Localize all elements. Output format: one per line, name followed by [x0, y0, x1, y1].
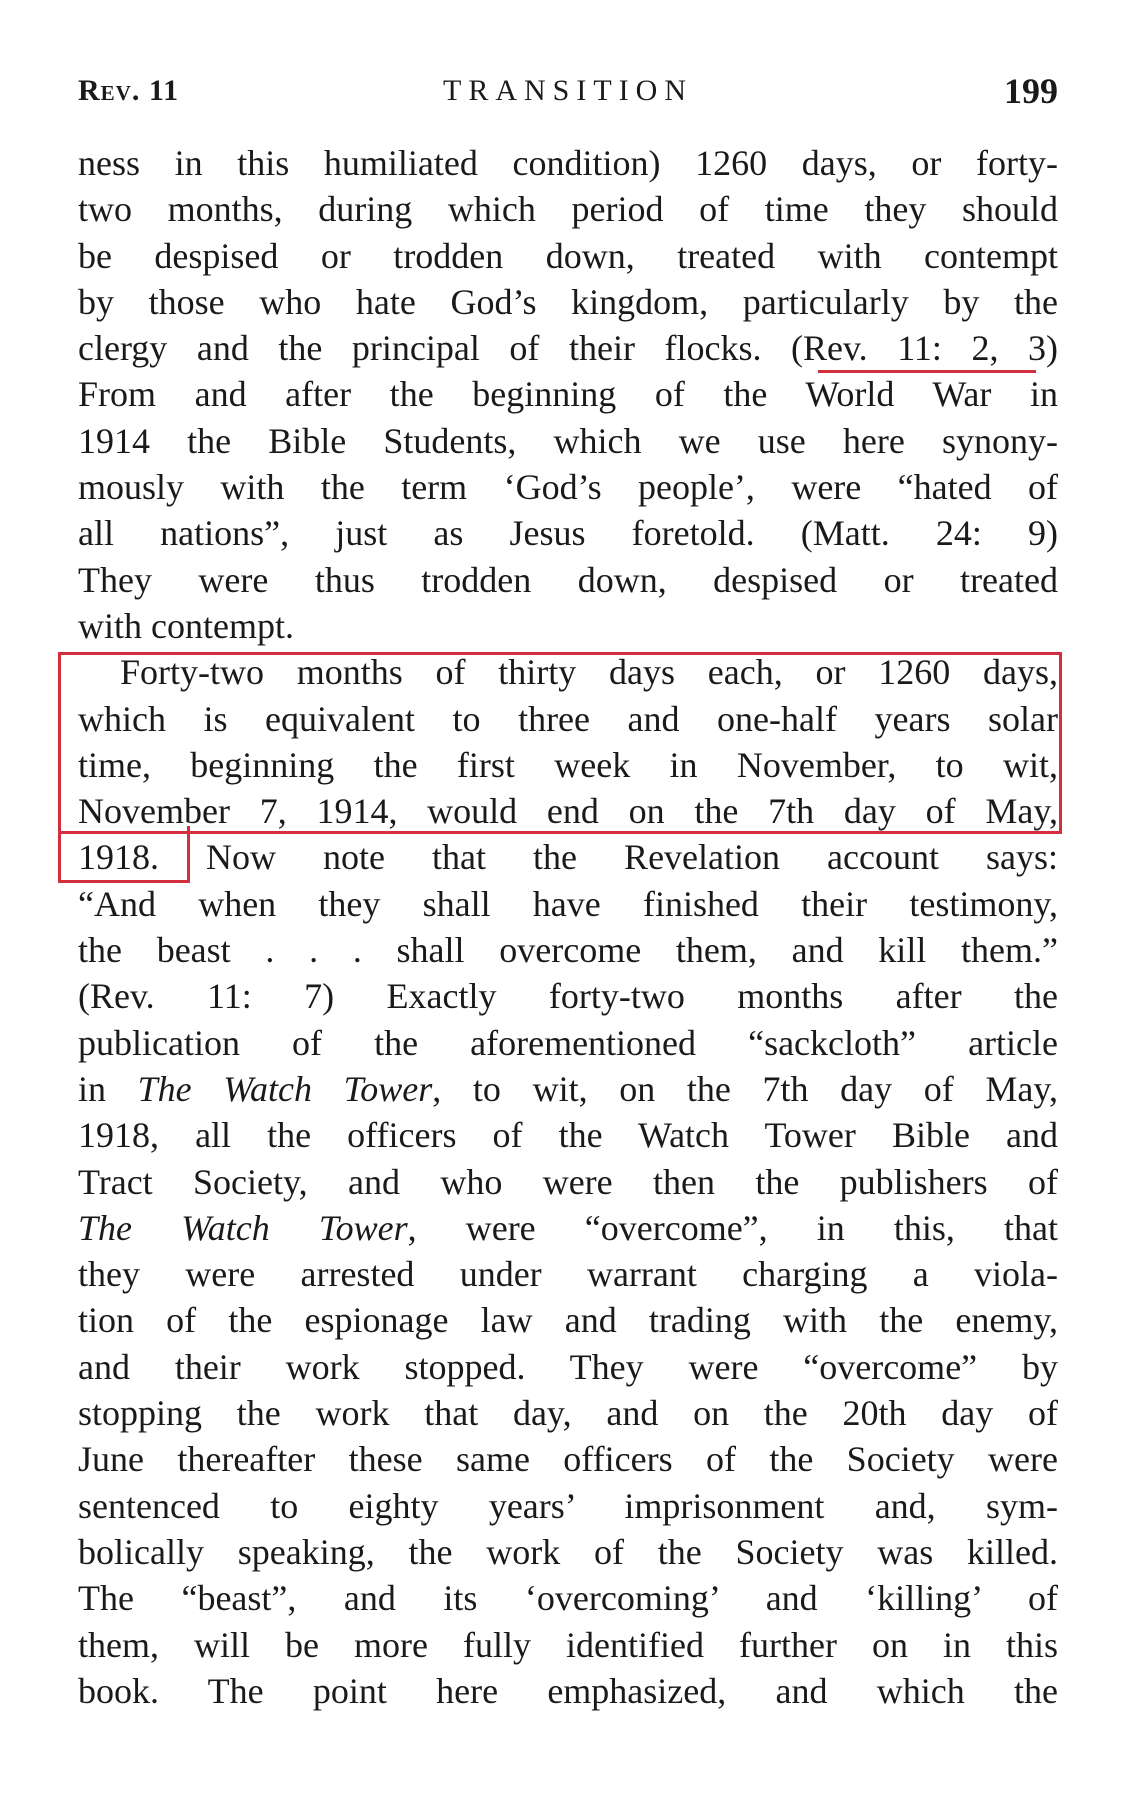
- text-line: all nations”, just as Jesus foretold. (Matt. 24: 9): [78, 513, 1058, 554]
- text-line: 1918. Now note that the Revelation account says:: [78, 837, 1058, 878]
- text-line: by those who hate God’s kingdom, particularly by the: [78, 281, 1058, 322]
- text-line: stopping the work that day, and on the 20th day of: [78, 1393, 1058, 1434]
- text-line: them, will be more fully identified further on in this: [78, 1624, 1058, 1665]
- text-line: and their work stopped. They were “overcome” by: [78, 1346, 1058, 1387]
- text-line: Forty-two months of thirty days each, or 1260 days,: [120, 652, 1058, 693]
- text-line: (Rev. 11: 7) Exactly forty-two months after the: [78, 976, 1058, 1017]
- running-head-left: Rev. 11: [78, 74, 180, 107]
- text-line: The Watch Tower, were “overcome”, in this, that: [78, 1207, 1058, 1248]
- text-line: November 7, 1914, would end on the 7th day of May,: [78, 791, 1058, 832]
- text-line: time, beginning the first week in November, to wit,: [78, 744, 1058, 785]
- text-line: publication of the aforementioned “sackcloth” article: [78, 1022, 1058, 1063]
- text-line: book. The point here emphasized, and which the: [78, 1670, 1058, 1711]
- text-line: 1914 the Bible Students, which we use here synony-: [78, 420, 1058, 461]
- text-line: with contempt.: [78, 605, 294, 646]
- text-line: sentenced to eighty years’ imprisonment and, sym-: [78, 1485, 1058, 1526]
- text-line: the beast . . . shall overcome them, and kill them.”: [78, 930, 1058, 971]
- text-line: They were thus trodden down, despised or treated: [78, 559, 1058, 600]
- text-line: From and after the beginning of the World War in: [78, 374, 1058, 415]
- text-line: they were arrested under warrant charging a viola-: [78, 1254, 1058, 1295]
- text-line: June thereafter these same officers of the Society were: [78, 1439, 1058, 1480]
- text-line: in The Watch Tower, to wit, on the 7th day of May,: [78, 1068, 1058, 1109]
- body-text: [78, 140, 1058, 1714]
- text-line: mously with the term ‘God’s people’, were “hated of: [78, 467, 1058, 508]
- text-line: bolically speaking, the work of the Society was killed.: [78, 1531, 1058, 1572]
- text-line: be despised or trodden down, treated with contempt: [78, 235, 1058, 276]
- periodical-title: The Watch Tower: [78, 1207, 408, 1248]
- text-line: clergy and the principal of their flocks. (Rev. 11: 2, 3): [78, 328, 1058, 369]
- periodical-title: The Watch Tower: [137, 1068, 433, 1109]
- text-line: The “beast”, and its ‘overcoming’ and ‘killing’ of: [78, 1578, 1058, 1619]
- text-line: ness in this humiliated condition) 1260 days, or forty-: [78, 143, 1058, 183]
- page-number: 199: [1004, 71, 1058, 111]
- text-line: Tract Society, and who were then the publishers of: [78, 1161, 1058, 1202]
- text-line: 1918, all the officers of the Watch Tower Bible and: [78, 1115, 1058, 1156]
- running-head-title: TRANSITION: [443, 74, 693, 107]
- text-line: two months, during which period of time they should: [78, 189, 1058, 230]
- text-line: which is equivalent to three and one-half years solar: [78, 698, 1058, 739]
- text-line: “And when they shall have finished their testimony,: [78, 883, 1058, 924]
- text-line: tion of the espionage law and trading with the enemy,: [78, 1300, 1058, 1341]
- running-head: [78, 68, 1058, 116]
